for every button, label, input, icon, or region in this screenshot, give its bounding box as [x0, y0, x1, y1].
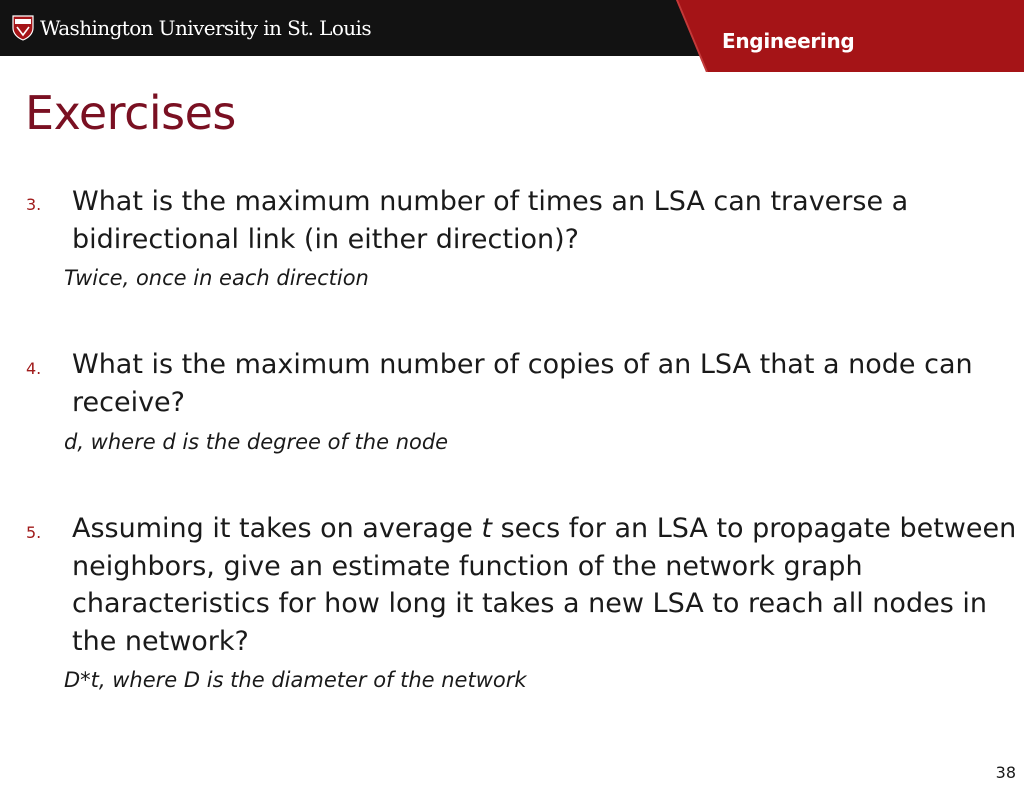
- university-name: Washington University in St. Louis: [40, 16, 372, 40]
- answer-text: Twice, once in each direction: [64, 266, 369, 290]
- question-text-end: secs for an LSA to propagate between neighbors, give an estimate function of the network graph characteristics for how long it takes a new LSA to reach all nodes in the network?: [72, 513, 1017, 657]
- answer-text: d, where d is the degree of the node: [64, 430, 449, 454]
- question-number: 5.: [26, 523, 42, 542]
- question-text: What is the maximum number of copies of an LSA that a node can receive?: [72, 349, 973, 418]
- page-number: 38: [995, 763, 1016, 782]
- question-variable: t: [481, 513, 493, 544]
- page-title: Exercises: [25, 86, 236, 140]
- school-name: Engineering: [722, 29, 855, 53]
- question-number: 4.: [26, 359, 42, 378]
- question-text: [72, 510, 1017, 660]
- question-number: 3.: [26, 195, 42, 214]
- question-text: What is the maximum number of times an LSA can traverse a bidirectional link (in either direction)?: [72, 186, 909, 255]
- question-text-start: Assuming it takes on average: [72, 513, 482, 544]
- shield-icon: [12, 15, 34, 41]
- answer-text: D*t, where D is the diameter of the network: [64, 668, 527, 692]
- university-logo: [12, 12, 371, 44]
